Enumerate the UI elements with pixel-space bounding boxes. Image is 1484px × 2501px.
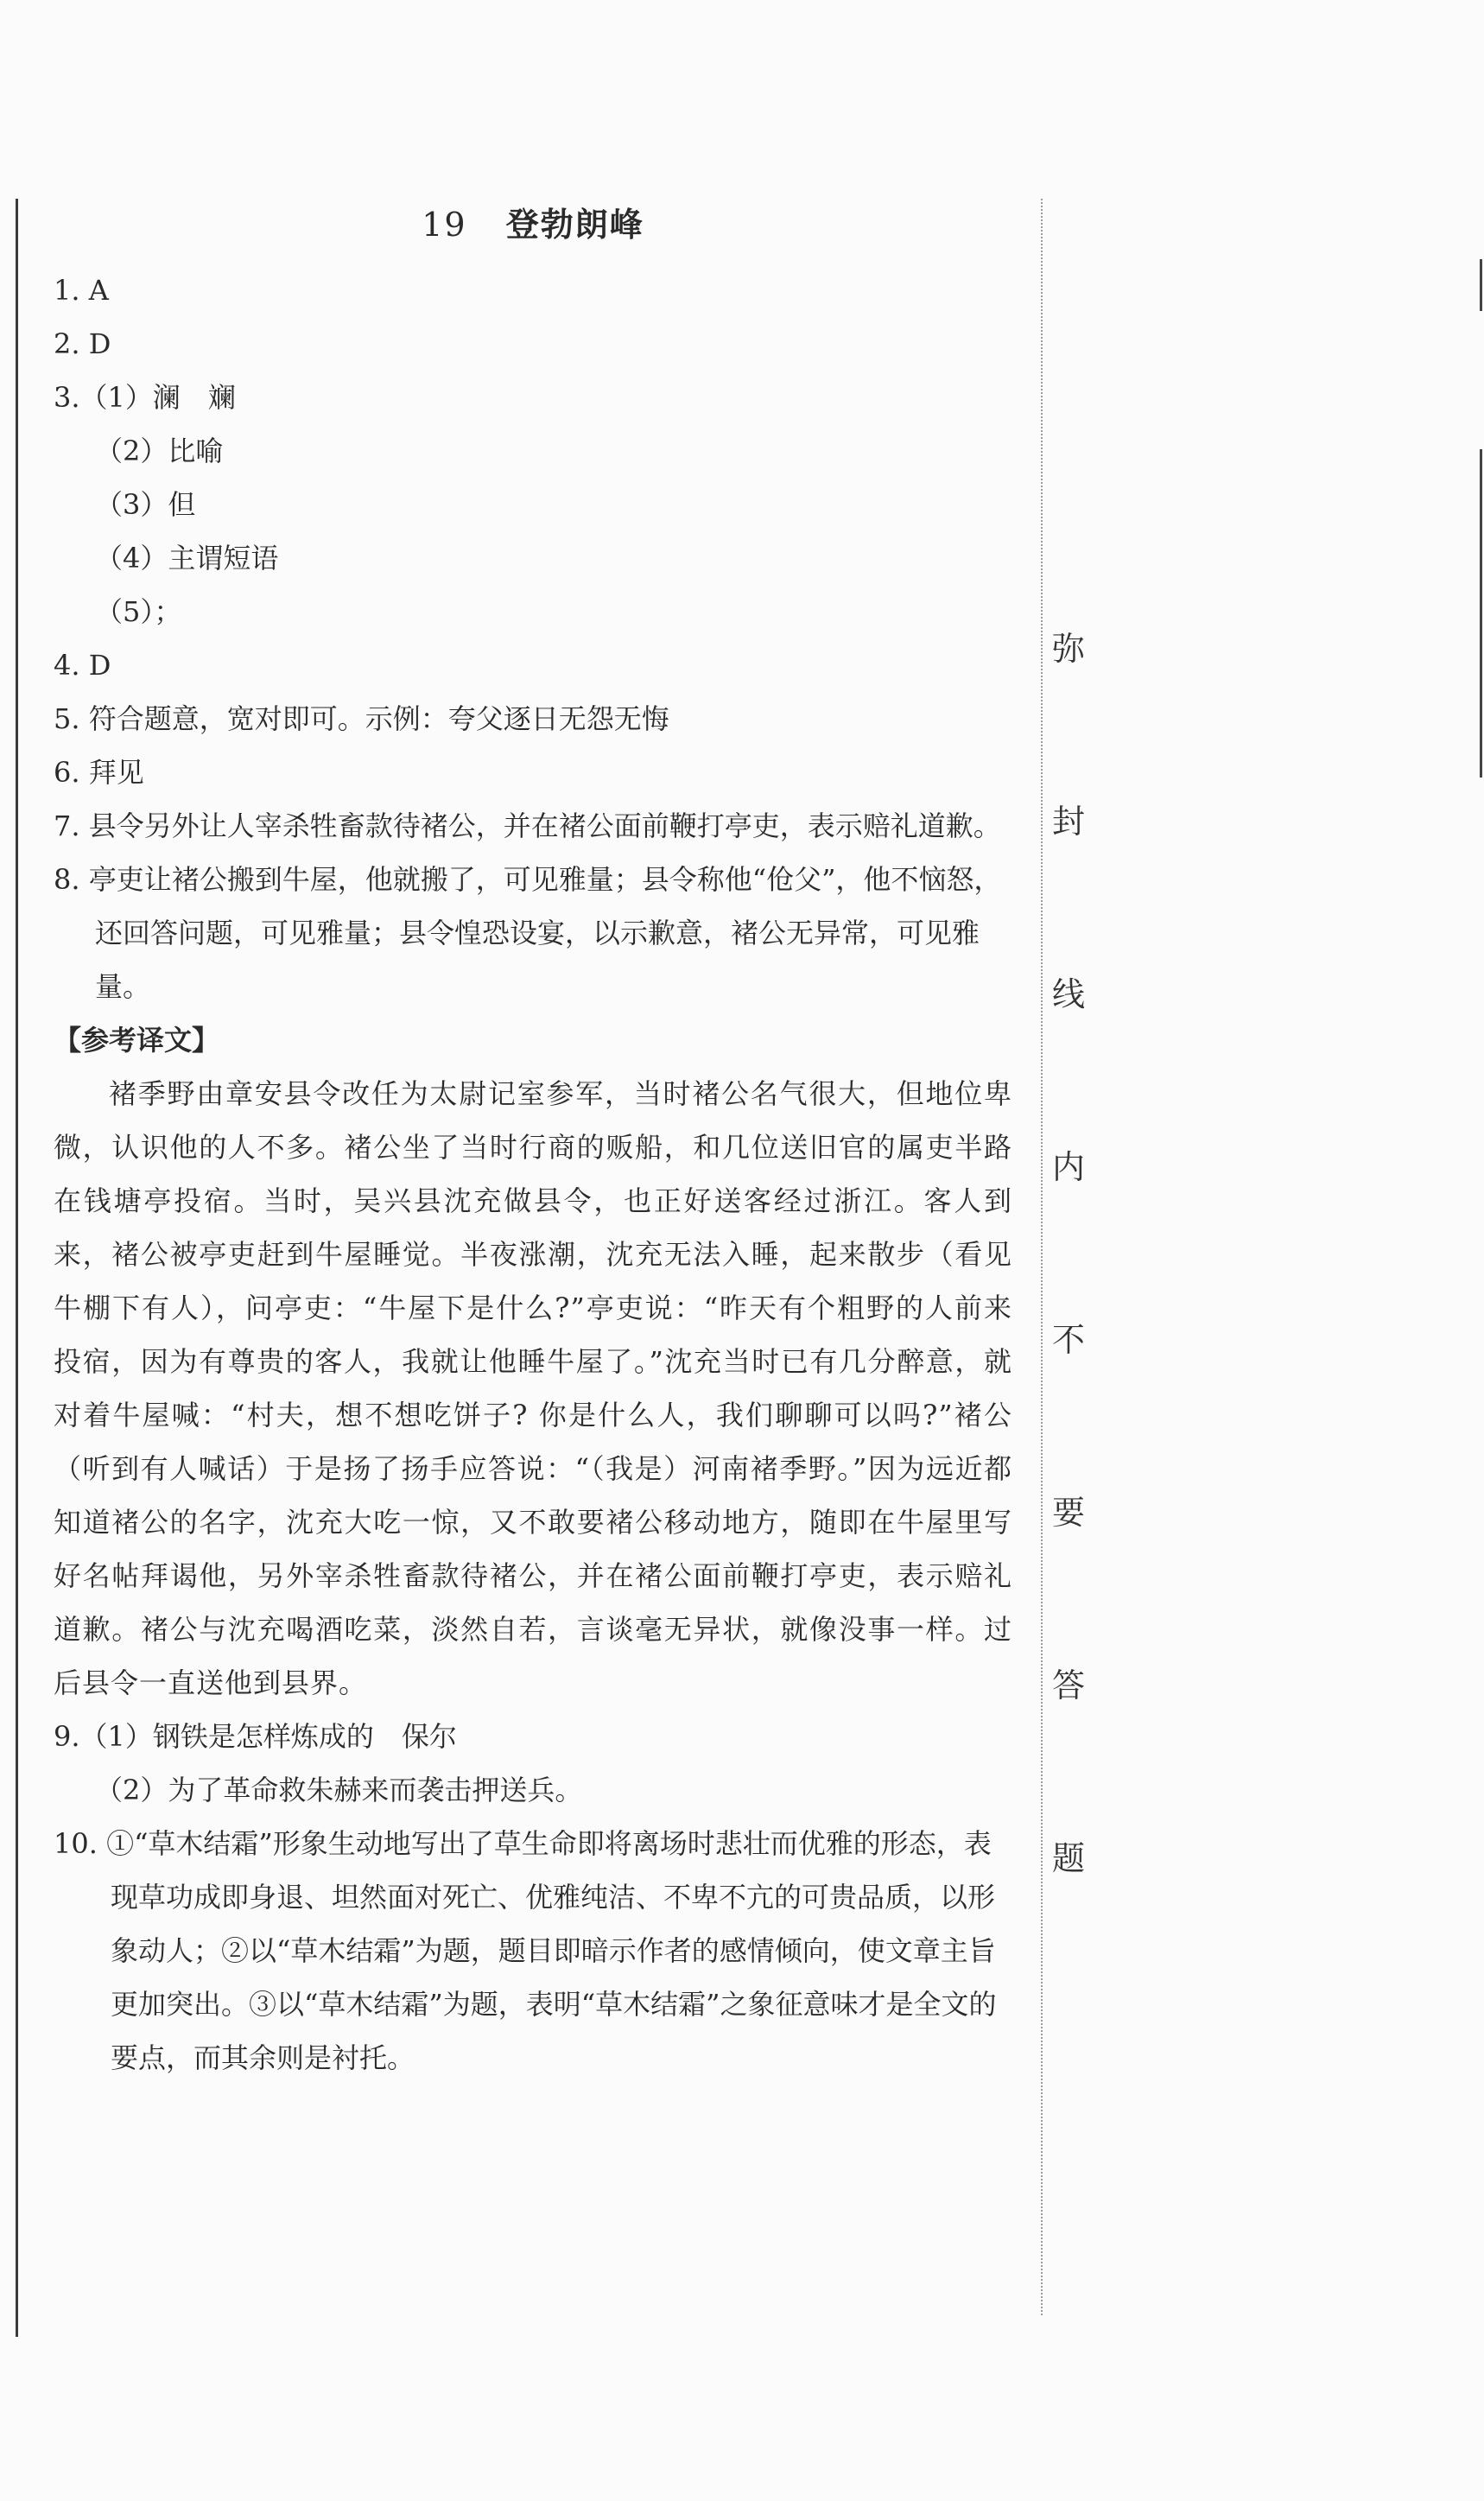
answer-7: 7. 县令另外让人宰杀牲畜款待褚公，并在褚公面前鞭打亭吏，表示赔礼道歉。 [54, 809, 1001, 842]
seal-char: 不 [1052, 1321, 1086, 1359]
answer-sheet [54, 194, 1012, 2085]
seal-char: 内 [1052, 1148, 1086, 1186]
answer-3-5: （5）； [95, 595, 182, 628]
seal-char: 封 [1052, 803, 1086, 841]
answer-9-2: （2）为了革命救朱赫来而袭击押送兵。 [95, 1774, 583, 1806]
seal-char: 要 [1052, 1494, 1086, 1532]
answer-5: 5. 符合题意，宽对即可。示例：夸父逐日无怨无悔 [54, 702, 669, 735]
answer-8: 8. 亭吏让褚公搬到牛屋，他就搬了，可见雅量；县令称他“伧父”，他不恼怒，还回答问题，可见雅量；县令惶恐设宴，以示歉意，褚公无异常，可见雅量。 [54, 863, 1002, 1003]
translation-heading: 【参考译文】 [54, 1024, 220, 1057]
answer-6: 6. 拜见 [54, 756, 144, 789]
translation-text: 褚季野由章安县令改任为太尉记室参军，当时褚公名气很大，但地位卑微，认识他的人不多。褚公坐了当时行商的贩船，和几位送旧官的属吏半路在钱塘亭投宿。当时，吴兴县沈充做县令，也正好送客经过浙江。客人到来，褚公被亭吏赶到牛屋睡觉。半夜涨潮，沈充无法入睡，起来散步（看见牛棚下有人），问亭吏：“牛屋下是什么?”亭吏说：“昨天有个粗野的人前来投宿，因为有尊贵的客人，我就让他睡牛屋了。”沈充当时已有几分醉意，就对着牛屋喊：“村夫，想不想吃饼子? 你是什么人，我们聊聊可以吗?”褚公（听到有人喊话）于是扬了扬手应答说：“（我是）河南褚季野。”因为远近都知道褚公的名字，沈充大吃一惊，又不敢要褚公移动地方，随即在牛屋里写好名帖拜谒他，另外宰杀牲畜款待褚公，并在褚公面前鞭打亭吏，表示赔礼道歉。褚公与沈充喝酒吃菜，淡然自若，言谈毫无异状，就像没事一样。过后县令一直送他到县界。 [54, 1077, 1012, 1699]
edge-mark-middle [1480, 449, 1482, 778]
answer-10: 10. ①“草木结霜”形象生动地写出了草生命即将离场时悲壮而优雅的形态，表现草功成即身退、坦然面对死亡、优雅纯洁、不卑不亢的可贵品质，以形象动人；②以“草木结霜”为题，题目即暗示作者的感情倾向，使文章主旨更加突出。③以“草木结霜”为题，表明“草木结霜”之象征意味才是全文的要点，而其余则是衬托。 [54, 1827, 997, 2074]
answer-2: 2. D [54, 327, 111, 360]
answer-4: 4. D [54, 649, 111, 682]
seal-char: 题 [1052, 1839, 1086, 1877]
lesson-title: 登勃朗峰 [505, 206, 644, 244]
answer-9-1: 9.（1）钢铁是怎样炼成的 保尔 [54, 1720, 457, 1753]
answer-1: 1. A [54, 274, 109, 307]
answer-3-2: （2）比喻 [95, 435, 224, 467]
seal-char: 答 [1052, 1666, 1086, 1704]
seal-fold-line [1041, 199, 1043, 2315]
answer-3-1: 3.（1）澜 斓 [54, 381, 236, 414]
answer-3-3: （3）但 [95, 488, 196, 521]
lesson-number: 19 [422, 206, 467, 244]
page-title [54, 194, 1012, 255]
seal-char: 弥 [1052, 630, 1086, 668]
left-margin-rule [16, 199, 18, 2337]
edge-mark-top [1480, 259, 1482, 311]
answer-3-4: （4）主谓短语 [95, 542, 279, 574]
seal-char: 线 [1052, 975, 1086, 1013]
